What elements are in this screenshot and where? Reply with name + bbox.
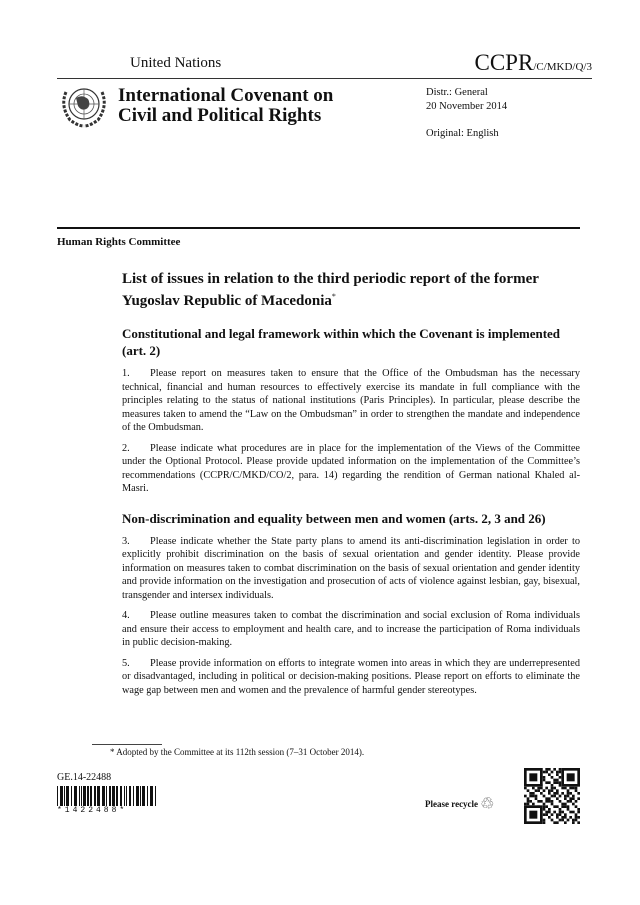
distr: Distr.: General bbox=[426, 87, 488, 98]
paragraph-text: Please indicate whether the State party plans to amend its anti-discrimination legislation in order to explicitly prohibit discrimination on the basis of sexual orientation and gender identity. Please provide information on measures taken to combat discrimination on the basis of sexual orientation and gender identity and provide information on the investigation and prosecution of acts of violence against lesbian, gay, bisexual, transgender and intersex individuals. bbox=[122, 535, 580, 601]
paragraph-number: 4. bbox=[122, 610, 130, 621]
recycle-icon: ♲ bbox=[480, 796, 495, 813]
paragraph-text: Please indicate what procedures are in place for the implementation of the Views of the Committee under the Optional Protocol. Please provide updated information on the implementation of the Committee’s recommendations (CCPR/C/MKD/CO/2, para. 14) regarding the rendition of German national Khaled al-Masri. bbox=[122, 442, 580, 494]
paragraph-number: 2. bbox=[122, 442, 130, 454]
paragraph bbox=[122, 442, 580, 496]
paragraph-text: Please report on measures taken to ensure that the Office of the Ombudsman has the necessary technical, financial and human resources to effectively exercise its mandate in full compliance with the principles relating to the status of national institutions (Paris Principles). In particular, please describe the measures taken to amend the “Law on the Ombudsman” in order to strengthen the mandate and independence of the Ombudsman. bbox=[122, 368, 580, 433]
barcode-text: *1422488* bbox=[57, 806, 128, 815]
distribution-info bbox=[426, 86, 507, 114]
section bbox=[122, 510, 580, 698]
document-title bbox=[122, 270, 580, 310]
footnote-rule bbox=[92, 744, 162, 745]
qr-code-icon bbox=[524, 768, 580, 824]
paragraph bbox=[122, 609, 580, 650]
recycle-note bbox=[425, 794, 494, 814]
title-text: List of issues in relation to the third periodic report of the former Yugoslav Republic of Macedonia bbox=[122, 271, 539, 309]
document-body bbox=[122, 270, 580, 704]
document-symbol bbox=[474, 50, 592, 76]
footnote-mark: * bbox=[331, 292, 336, 301]
section-heading: Non-discrimination and equality between men and women (arts. 2, 3 and 26) bbox=[122, 510, 546, 526]
paragraph bbox=[122, 535, 580, 603]
title-line: Civil and Political Rights bbox=[118, 105, 322, 126]
recycle-text: Please recycle bbox=[425, 799, 479, 809]
thick-rule bbox=[57, 227, 580, 229]
paragraph bbox=[122, 657, 580, 698]
symbol-sub: /C/MKD/Q/3 bbox=[533, 61, 592, 73]
title-line: International Covenant on bbox=[118, 85, 334, 106]
job-number: GE.14-22488 bbox=[57, 772, 112, 783]
footnote: * Adopted by the Committee at its 112th session (7–31 October 2014). bbox=[110, 747, 365, 757]
paragraph-number: 5. bbox=[122, 657, 130, 669]
un-emblem-icon bbox=[58, 82, 110, 128]
header-rule bbox=[57, 78, 592, 79]
sections bbox=[122, 325, 580, 697]
symbol-main: CCPR bbox=[474, 50, 534, 75]
date: 20 November 2014 bbox=[426, 101, 508, 112]
paragraph-text: Please provide information on efforts to integrate women into areas in which they are underrepresented or disadvantaged, including in political or decision-making positions. Please report on efforts to eliminate the wage gap between men and women and the prevalence of harmful gender stereotypes. bbox=[122, 657, 580, 696]
paragraph-text: Please outline measures taken to combat the discrimination and social exclusion of Roma individuals and ensure their access to employment and health care, and to increase the participation of Roma individuals in public decision-making. bbox=[122, 610, 580, 648]
barcode-icon bbox=[57, 786, 157, 806]
committee-name: Human Rights Committee bbox=[57, 236, 181, 248]
section bbox=[122, 325, 580, 496]
original-language: Original: English bbox=[426, 128, 499, 139]
org-name: United Nations bbox=[130, 55, 222, 71]
covenant-title bbox=[118, 86, 333, 126]
paragraph bbox=[122, 367, 580, 435]
paragraph-number: 3. bbox=[122, 535, 130, 547]
paragraph-number: 1. bbox=[122, 368, 130, 379]
section-heading: Constitutional and legal framework within which the Covenant is implemented (art. 2) bbox=[122, 326, 561, 358]
